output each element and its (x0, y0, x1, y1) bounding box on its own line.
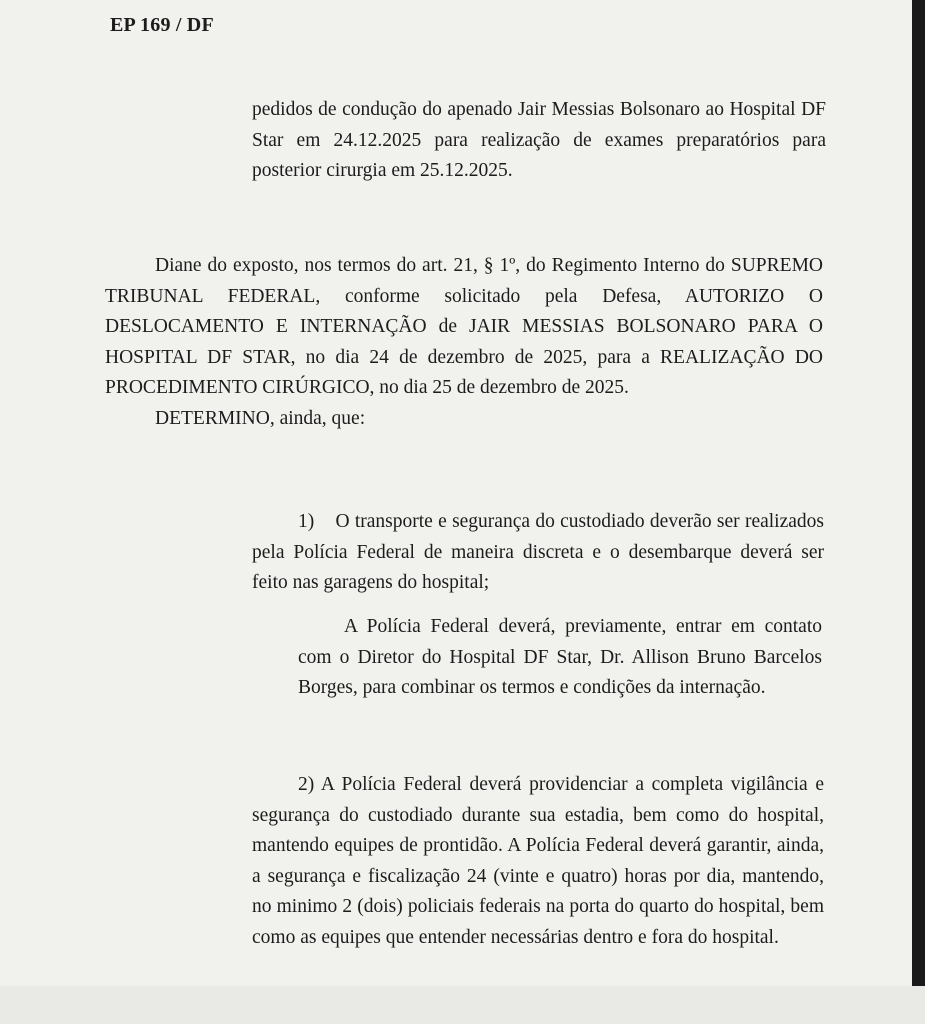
item-2 (252, 770, 824, 953)
decision-paragraph: Diane do exposto, nos termos do art. 21, § 1º, do Regimento Interno do SUPREMO TRIBUNAL FEDERAL, conforme solicitado pela Defesa, AUTORIZO O DESLOCAMENTO E INTERNAÇÃO de JAIR MESSIAS BOLSONARO PARA O HOSPITAL DF STAR, no dia 24 de dezembro de 2025, para a REALIZAÇÃO DO PROCEDIMENTO CIRÚRGICO, no dia 25 de dezembro de 2025. (105, 255, 823, 398)
continuation-paragraph (252, 95, 826, 187)
decision-section (105, 251, 823, 434)
item-1-subparagraph (298, 612, 822, 704)
case-reference: EP 169 / DF (110, 14, 214, 36)
continuation-text: pedidos de condução do apenado Jair Messias Bolsonaro ao Hospital DF Star em 24.12.2025 para realização de exames preparatórios para posterior cirurgia em 25.12.2025. (252, 99, 826, 181)
item-1-text: 1) O transporte e segurança do custodiado deverão ser realizados pela Polícia Federal de maneira discreta e o desembarque deverá ser feito nas garagens do hospital; (252, 511, 824, 593)
item-1-sub-text: A Polícia Federal deverá, previamente, entrar em contato com o Diretor do Hospital DF Star, Dr. Allison Bruno Barcelos Borges, para combinar os termos e condições da internação. (298, 616, 822, 698)
item-2-text: 2) A Polícia Federal deverá providenciar a completa vigilância e segurança do custodiado durante sua estadia, bem como do hospital, mantendo equipes de prontidão. A Polícia Federal deverá garantir, ainda, a segurança e fiscalização 24 (vinte e quatro) horas por dia, mantendo, no minimo 2 (dois) policiais federais na porta do quarto do hospital, bem como as equipes que entender necessárias dentro e fora do hospital. (252, 774, 824, 948)
page-bottom-area (0, 986, 925, 1024)
determino-heading: DETERMINO, ainda, que: (155, 407, 366, 429)
item-1 (252, 507, 824, 599)
